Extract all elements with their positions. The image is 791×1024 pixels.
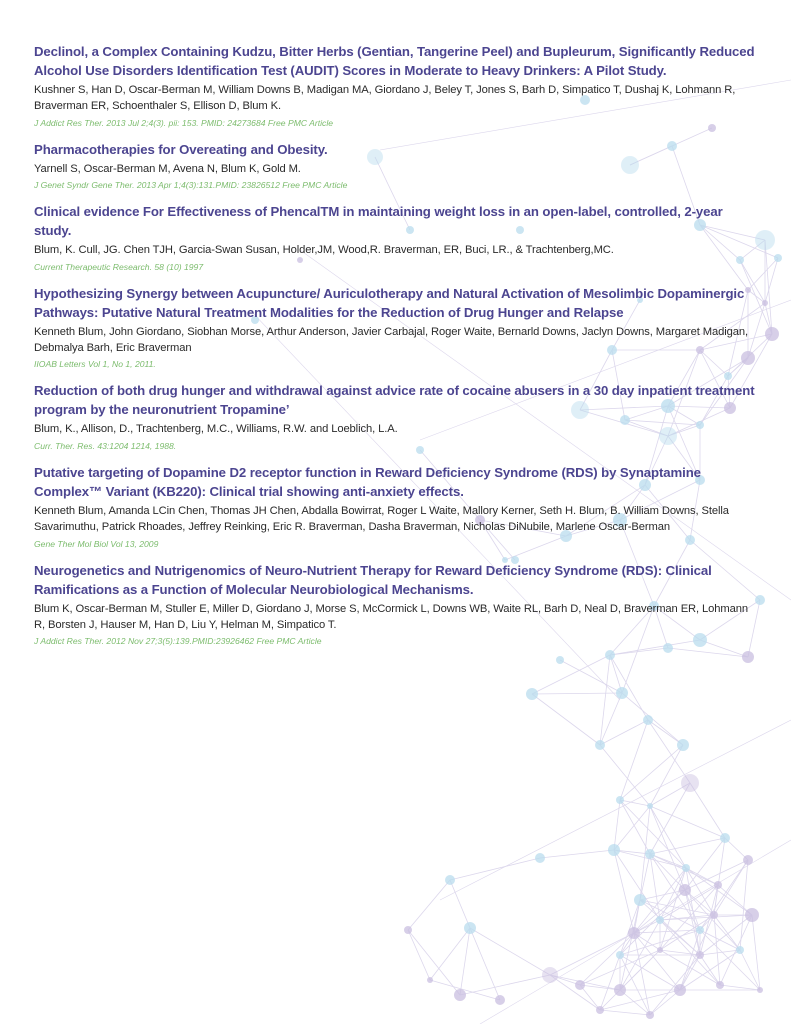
- network-link: [540, 850, 614, 858]
- network-node: [765, 327, 779, 341]
- reference-source: IIOAB Letters Vol 1, No 1, 2011.: [34, 359, 156, 370]
- network-node: [616, 687, 628, 699]
- network-link: [714, 915, 740, 950]
- reference-authors: Blum, K. Cull, JG. Chen TJH, Garcia-Swan Susan, Holder,JM, Wood,R. Braverman, ER, Buci, LR., & Trachtenberg,MC.: [34, 244, 614, 257]
- reference-list: [34, 42, 756, 658]
- network-link: [650, 955, 700, 1015]
- reference-authors: Blum, K., Allison, D., Trachtenberg, M.C., Williams, R.W. and Loeblich, L.A.: [34, 423, 398, 436]
- network-node: [755, 230, 775, 250]
- network-node: [445, 875, 455, 885]
- network-node: [762, 300, 768, 306]
- reference-authors: Blum K, Oscar-Berman M, Stuller E, Miller D, Giordano J, Morse S, McCormick L, Downs WB, Waite RL, Barh D, Neal D, Braverman ER, Lohmann R, Borsten J, Hauser M, Han D, Liu Y, Helman M, Simpatico T.: [34, 602, 748, 632]
- network-node: [542, 967, 558, 983]
- reference-item: [34, 140, 756, 192]
- network-node: [682, 864, 690, 872]
- network-link: [408, 880, 450, 930]
- network-node: [464, 922, 476, 934]
- network-node: [616, 796, 624, 804]
- network-node: [495, 995, 505, 1005]
- network-link: [720, 985, 760, 990]
- reference-title[interactable]: Hypothesizing Synergy between Acupuncture/ Auriculotherapy and Natural Activation of Mesolimbic Dopaminergic Pathways: Putative Natural Treatment Modalities for the Reduction of Drug Hunger and Relapse: [34, 285, 745, 320]
- network-link: [460, 975, 550, 995]
- network-node: [595, 740, 605, 750]
- reference-title[interactable]: Clinical evidence For Effectiveness of PhencalTM in maintaining weight loss in an open-label, controlled, 2-year study.: [34, 204, 723, 239]
- network-node: [745, 908, 759, 922]
- reference-title[interactable]: Reduction of both drug hunger and withdrawal against advice rate of cocaine abusers in a 30 day inpatient treatment program by the neuronutrient Tropamine’: [34, 383, 755, 418]
- network-node: [608, 844, 620, 856]
- network-node: [679, 884, 691, 896]
- network-node: [677, 739, 689, 751]
- network-node: [634, 894, 646, 906]
- network-link: [450, 880, 470, 928]
- network-node: [404, 926, 412, 934]
- network-link: [648, 720, 683, 745]
- network-link: [685, 890, 700, 955]
- network-node: [526, 688, 538, 700]
- network-node: [643, 715, 653, 725]
- reference-item: [34, 381, 756, 452]
- network-node: [656, 916, 664, 924]
- network-link: [614, 850, 634, 933]
- reference-source: Gene Ther Mol Biol Vol 13, 2009: [34, 538, 159, 549]
- network-node: [535, 853, 545, 863]
- reference-item: [34, 284, 756, 372]
- network-node: [427, 977, 433, 983]
- reference-source: J Addict Res Ther. 2012 Nov 27;3(5):139.PMID:23926462 Free PMC Article: [34, 636, 322, 647]
- network-link: [470, 928, 550, 975]
- network-node: [647, 803, 653, 809]
- network-node: [696, 951, 704, 959]
- network-node: [743, 855, 753, 865]
- reference-title[interactable]: Pharmacotherapies for Overeating and Obesity.: [34, 141, 328, 157]
- network-node: [657, 947, 663, 953]
- network-node: [755, 595, 765, 605]
- reference-title[interactable]: Neurogenetics and Nutrigenomics of Neuro-Nutrient Therapy for Reward Deficiency Syndrome (RDS): Clinical Ramifications as a Function of Molecular Neurobiological Mechanisms.: [34, 562, 712, 597]
- network-node: [696, 926, 704, 934]
- reference-item: [34, 42, 756, 130]
- reference-source: J Addict Res Ther. 2013 Jul 2;4(3). pii: 153. PMID: 24273684 Free PMC Article: [34, 117, 334, 128]
- network-node: [614, 984, 626, 996]
- network-node: [616, 951, 624, 959]
- reference-authors: Kenneth Blum, Amanda LCin Chen, Thomas JH Chen, Abdalla Bowirrat, Roger L Waite, Mallory Kerner, Seth H. Blum, B. William Downs, Stella Savarimuthu, Patrick Rhoades, Jeffrey Reinking, Eric R. Braverman, Dasha Braverman, Nicholas DiNubile, Marlene Oscar-Berman: [34, 504, 729, 534]
- network-link: [690, 783, 725, 838]
- network-node: [736, 946, 744, 954]
- network-node: [454, 989, 466, 1001]
- network-link: [660, 920, 700, 955]
- network-link: [650, 838, 725, 854]
- network-link: [614, 800, 620, 850]
- reference-title[interactable]: Declinol, a Complex Containing Kudzu, Bitter Herbs (Gentian, Tangerine Peel) and Bupleurum, Significantly Reduced Alcohol Use Disorders Identification Test (AUDIT) Scores in Moderate to Heavy Drinkers: A Pilot Study.: [34, 44, 755, 78]
- network-link: [532, 655, 610, 694]
- network-node: [645, 849, 655, 859]
- network-node: [714, 881, 722, 889]
- network-node: [681, 774, 699, 792]
- network-link: [640, 890, 685, 900]
- reference-item: [34, 463, 756, 551]
- network-node: [646, 1011, 654, 1019]
- network-link: [600, 950, 660, 1010]
- network-link: [752, 915, 760, 990]
- reference-source: Curr. Ther. Res. 43:1204 1214, 1988.: [34, 440, 177, 451]
- reference-authors: Kushner S, Han D, Oscar-Berman M, William Downs B, Madigan MA, Giordano J, Beley T, Jones S, Barh D, Simpatico T, Dushaj K, Lohmann R, Braverman ER, Schoenthaler S, Ellison D, Blum K.: [34, 84, 736, 113]
- network-link: [620, 900, 640, 990]
- reference-item: [34, 202, 756, 273]
- network-link: [580, 933, 634, 985]
- network-link: [408, 930, 430, 980]
- network-link: [648, 720, 690, 783]
- network-node: [710, 911, 718, 919]
- reference-authors: Yarnell S, Oscar-Berman M, Avena N, Blum K, Gold M.: [34, 162, 301, 175]
- reference-authors: Kenneth Blum, John Giordano, Siobhan Morse, Arthur Anderson, Javier Carbajal, Roger Waite, Bernarld Downs, Jaclyn Downs, Margaret Madigan, Debmalya Barh, Eric Braverman: [34, 325, 748, 355]
- network-link: [660, 950, 700, 955]
- network-strand: [440, 720, 791, 900]
- network-link: [600, 745, 650, 806]
- network-link: [686, 868, 752, 915]
- network-node: [674, 984, 686, 996]
- network-link: [660, 920, 720, 985]
- network-node: [596, 1006, 604, 1014]
- reference-title[interactable]: Putative targeting of Dopamine D2 receptor function in Reward Deficiency Syndrome (RDS) by Synaptamine Complex™ Variant (KB220): Clinical trial showing anti-anxiety effects.: [34, 464, 701, 499]
- network-link: [700, 915, 752, 955]
- reference-source: Current Therapeutic Research. 58 (10) 1997: [34, 261, 204, 272]
- network-node: [757, 987, 763, 993]
- network-link: [640, 854, 650, 900]
- network-link: [600, 1010, 650, 1015]
- network-link: [560, 660, 622, 693]
- reference-item: [34, 561, 756, 649]
- network-link: [450, 858, 540, 880]
- network-link: [600, 693, 622, 745]
- network-node: [774, 254, 782, 262]
- network-node: [575, 980, 585, 990]
- network-link: [600, 655, 610, 745]
- network-link: [650, 854, 685, 890]
- network-link: [430, 928, 470, 980]
- network-link: [532, 694, 600, 745]
- network-node: [720, 833, 730, 843]
- network-link: [408, 930, 460, 995]
- network-link: [740, 950, 760, 990]
- network-link: [460, 928, 470, 995]
- reference-source: J Genet Syndr Gene Ther. 2013 Apr 1;4(3):131.PMID: 23826512 Free PMC Article: [34, 180, 348, 191]
- network-node: [716, 981, 724, 989]
- network-link: [650, 783, 690, 854]
- network-node: [628, 927, 640, 939]
- network-link: [660, 868, 686, 950]
- network-link: [532, 693, 622, 694]
